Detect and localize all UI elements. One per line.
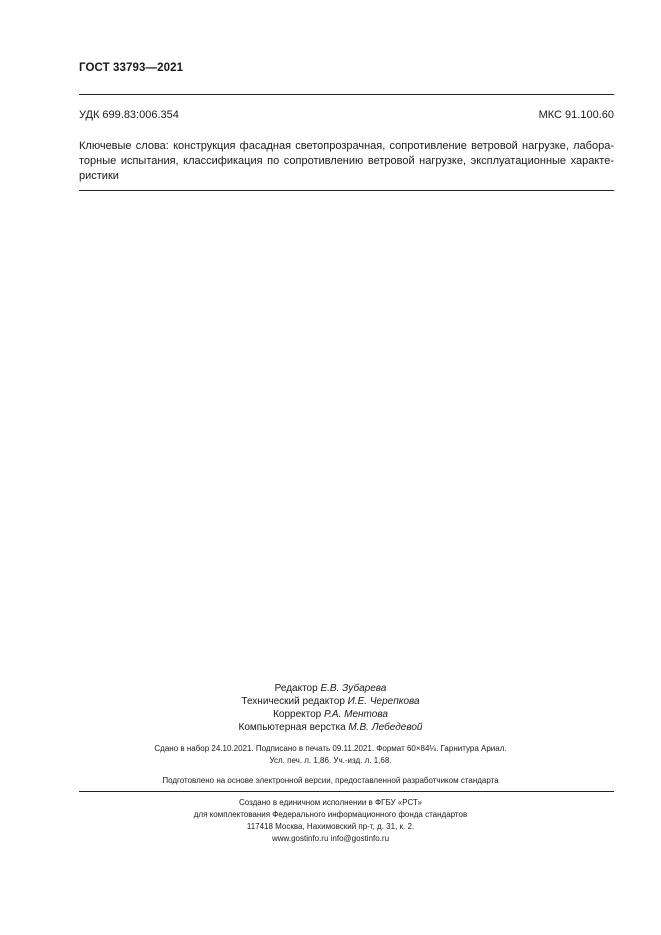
standard-number: ГОСТ 33793—2021 (79, 62, 184, 74)
keywords-divider (79, 190, 614, 191)
credit-tech-editor (0, 695, 661, 708)
publication-info (0, 743, 661, 767)
top-divider (79, 94, 614, 95)
footer-line: Создано в единичном исполнении в ФГБУ «РСТ» (239, 798, 422, 807)
footer-contacts: www.gostinfo.ru info@gostinfo.ru (271, 834, 390, 843)
credit-person: Р.А. Ментова (324, 709, 388, 720)
footer-line: 117418 Москва, Нахимовский пр-т, д. 31, к. 2. (246, 822, 415, 831)
credit-person: Е.В. Зубарева (320, 683, 387, 694)
credit-proofreader (0, 708, 661, 721)
footer-divider (79, 791, 614, 792)
credit-role: Технический редактор (241, 696, 348, 707)
keywords-line: ристики (79, 170, 119, 182)
mks-code: МКС 91.100.60 (538, 109, 614, 121)
keywords-line: Ключевые слова: конструкция фасадная светопрозрачная, сопротивление ветровой нагрузке, лабора- (79, 140, 614, 152)
credit-person: И.Е. Черепкова (347, 696, 420, 707)
credit-role: Корректор (273, 709, 325, 720)
credit-role: Редактор (274, 683, 321, 694)
credit-layout (0, 721, 661, 734)
keywords-paragraph (79, 139, 614, 184)
prepared-note: Подготовлено на основе электронной версии, предоставленной разработчиком стандарта (162, 776, 499, 785)
publication-line: Усл. печ. л. 1,86. Уч.-изд. л. 1,68. (269, 756, 392, 765)
footer-line: для комплектования Федерального информационного фонда стандартов (193, 810, 468, 819)
credit-editor (0, 682, 661, 695)
publication-line: Сдано в набор 24.10.2021. Подписано в печать 09.11.2021. Формат 60×84⅛. Гарнитура Ариал. (154, 744, 507, 753)
credit-role: Компьютерная верстка (238, 722, 349, 733)
credit-person: М.В. Лебедевой (348, 722, 423, 733)
credits-block (0, 682, 661, 734)
keywords-line: торные испытания, классификация по сопротивлению ветровой нагрузке, эксплуатационные характе- (79, 155, 614, 167)
udk-code: УДК 699.83:006.354 (79, 109, 179, 121)
footer-block (0, 797, 661, 845)
